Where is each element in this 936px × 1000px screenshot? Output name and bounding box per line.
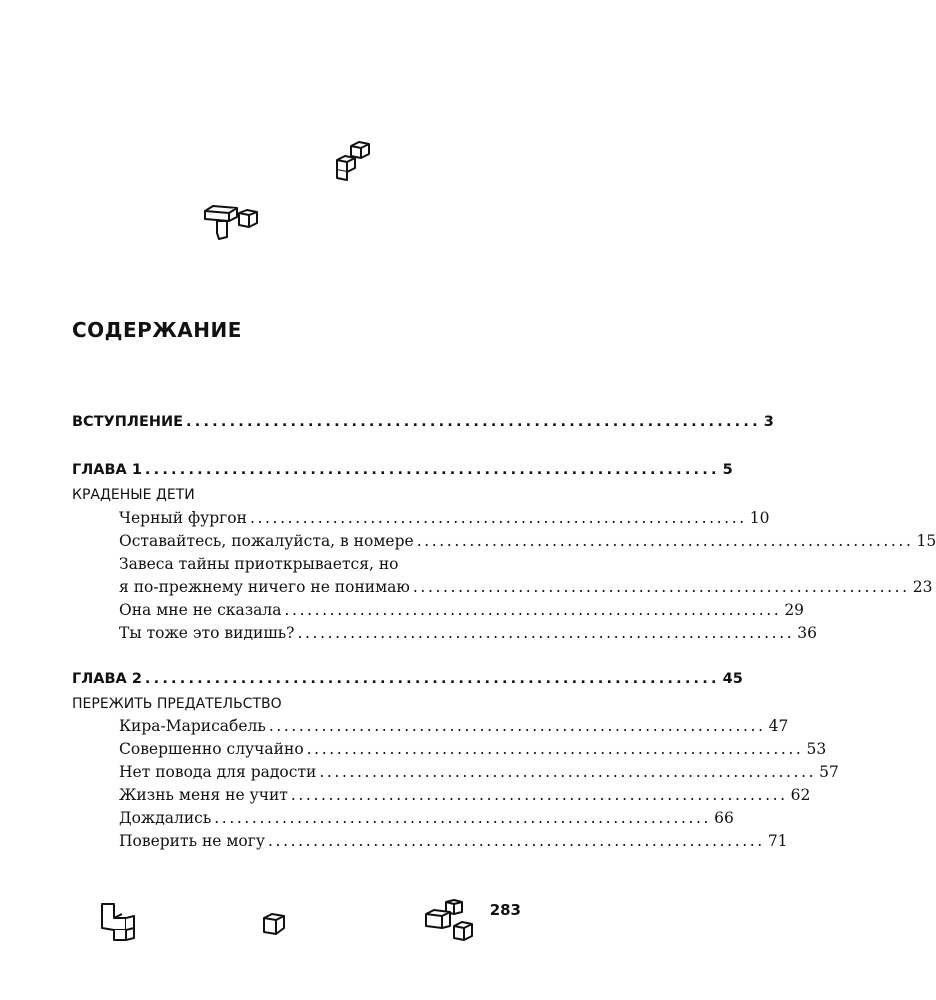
cube-icon bbox=[262, 912, 286, 938]
cube-cluster-icon bbox=[424, 898, 474, 944]
entry-page: 66 bbox=[714, 809, 734, 827]
leader-dots: .................................................................. bbox=[290, 786, 788, 804]
leader-dots: .................................................................. bbox=[297, 624, 795, 642]
leader-dots: .................................................................. bbox=[412, 578, 910, 596]
entry-label: Дождались bbox=[119, 809, 212, 827]
entry-page: 71 bbox=[767, 832, 788, 850]
entry-page: 62 bbox=[790, 786, 811, 804]
chapter-subtitle: ПЕРЕЖИТЬ ПРЕДАТЕЛЬСТВО bbox=[72, 696, 282, 712]
leader-dots: .................................................................. bbox=[416, 532, 914, 550]
entry-label: Совершенно случайно bbox=[119, 740, 304, 758]
toc-intro[interactable] bbox=[72, 414, 774, 436]
entry-label: Черный фургон bbox=[119, 509, 247, 527]
page-title: СОДЕРЖАНИЕ bbox=[72, 318, 242, 342]
cube-cluster-icon bbox=[100, 900, 136, 944]
cube-cluster-icon bbox=[203, 203, 259, 241]
entry-label-line1[interactable]: Завеса тайны приоткрывается, но bbox=[119, 555, 399, 573]
chapter-label: ГЛАВА 2 bbox=[72, 671, 142, 687]
toc-intro-page: 3 bbox=[763, 414, 774, 430]
toc-entry[interactable] bbox=[119, 624, 818, 646]
entry-label: Нет повода для радости bbox=[119, 763, 317, 781]
leader-dots: .................................................................. bbox=[249, 509, 747, 527]
entry-label: Поверить не могу bbox=[119, 832, 266, 850]
entry-label: Она мне не сказала bbox=[119, 601, 282, 619]
toc-entry[interactable] bbox=[119, 832, 788, 854]
toc-entry[interactable] bbox=[119, 717, 789, 739]
chapter-subtitle: КРАДЕНЫЕ ДЕТИ bbox=[72, 487, 195, 503]
entry-page: 15 bbox=[916, 532, 936, 550]
entry-page: 23 bbox=[912, 578, 933, 596]
entry-label: Оставайтесь, пожалуйста, в номере bbox=[119, 532, 414, 550]
leader-dots: .................................................................. bbox=[144, 462, 720, 478]
toc-entry[interactable] bbox=[119, 578, 933, 600]
leader-dots: .................................................................. bbox=[284, 601, 782, 619]
toc-intro-label: ВСТУПЛЕНИЕ bbox=[72, 414, 184, 430]
cube-cluster-icon bbox=[333, 140, 373, 182]
toc-chapter-1[interactable] bbox=[72, 462, 733, 484]
leader-dots: .................................................................. bbox=[319, 763, 817, 781]
leader-dots: .................................................................. bbox=[268, 717, 766, 735]
entry-label: Кира-Марисабель bbox=[119, 717, 266, 735]
toc-entry[interactable] bbox=[119, 740, 827, 762]
chapter-page: 45 bbox=[722, 671, 743, 687]
toc-entry[interactable] bbox=[119, 786, 811, 808]
entry-label: я по-прежнему ничего не понимаю bbox=[119, 578, 410, 596]
leader-dots: .................................................................. bbox=[306, 740, 804, 758]
toc-entry[interactable] bbox=[119, 763, 839, 785]
entry-page: 47 bbox=[768, 717, 789, 735]
leader-dots: .................................................................. bbox=[268, 832, 765, 850]
page-number: 283 bbox=[489, 901, 521, 919]
entry-page: 57 bbox=[819, 763, 839, 781]
entry-page: 53 bbox=[806, 740, 827, 758]
entry-page: 10 bbox=[749, 509, 770, 527]
toc-entry[interactable] bbox=[119, 809, 734, 831]
toc-chapter-2[interactable] bbox=[72, 671, 743, 693]
leader-dots: .................................................................. bbox=[144, 671, 720, 687]
chapter-page: 5 bbox=[722, 462, 733, 478]
entry-page: 36 bbox=[797, 624, 818, 642]
toc-entry[interactable] bbox=[119, 509, 770, 531]
toc-entry[interactable] bbox=[119, 601, 805, 623]
entry-label: Ты тоже это видишь? bbox=[119, 624, 295, 642]
leader-dots: .................................................................. bbox=[214, 809, 712, 827]
entry-page: 29 bbox=[784, 601, 805, 619]
chapter-label: ГЛАВА 1 bbox=[72, 462, 142, 478]
toc-entry[interactable] bbox=[119, 532, 936, 554]
entry-label: Жизнь меня не учит bbox=[119, 786, 288, 804]
leader-dots: .................................................................. bbox=[186, 414, 761, 430]
